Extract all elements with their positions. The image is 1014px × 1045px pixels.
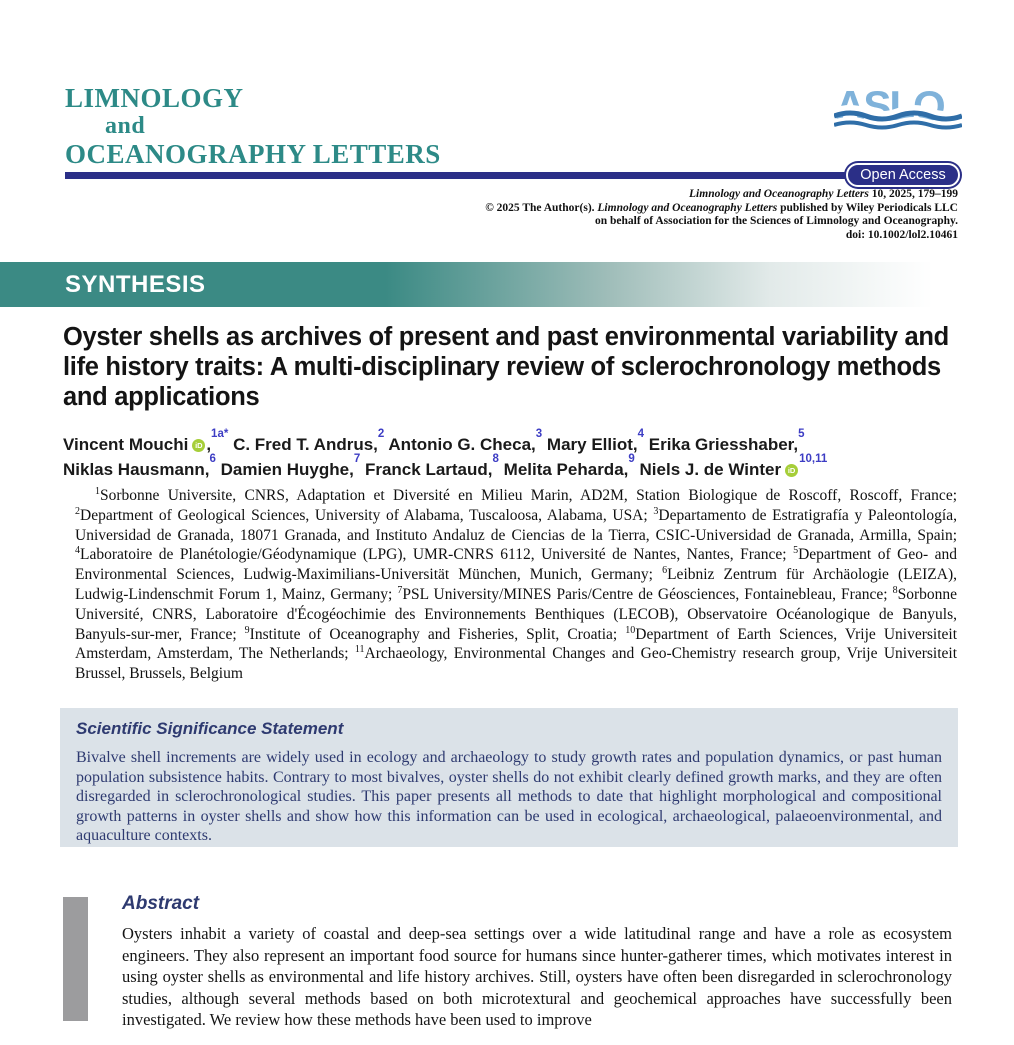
author: Niels J. de Winter iD$^{10,11}$ (639, 453, 828, 479)
section-label: SYNTHESIS (65, 270, 206, 298)
author: Mary Elliot,$^4$ (546, 428, 645, 454)
affiliations: $^1$Sorbonne Universite, CNRS, Adaptation et Diversité en Milieu Marin, AD2M, Station Biologique de Roscoff, Roscoff, France; $^2$Department of Geological Sciences, University of Alabama, Tuscaloosa, Alabama, USA; $^3$Departamento de Estratigrafía y Paleontología, Universidad de Granada, 18071 Granada, and Instituto Andaluz de Ciencias de la Tierra, CSIC-Universidad de Granada, Armilla, Spain; $^4$Laboratoire de Planétologie/Géodynamique (LPG), UMR-CNRS 6112, Université de Nantes, Nantes, France; $^5$Department of Geo- and Environmental Sciences, Ludwig-Maximilians-Universität München, Munich, Germany; $^6$Leibniz Zentrum für Archäologie (LEIZA), Ludwig-Lindenschmit Forum 1, Mainz, Germany; $^7$PSL University/MINES Paris/Centre de Géosciences, Fontainebleau, France; $^8$Sorbonne Université, CNRS, Laboratoire d'Écogéochimie des Environnements Benthiques (LECOB), Observatoire Océanologique de Banyuls, Banyuls-sur-mer, France; $^9$Institute of Oceanography and Fisheries, Split, Croatia; $^{10}$Department of Earth Sciences, Vrije Universiteit Amsterdam, Amsterdam, The Netherlands; $^{11}$Archaeology, Environmental Changes and Geo-Chemistry research group, Vrije Universiteit Brussel, Brussels, Belgium (75, 485, 958, 683)
significance-box (60, 708, 958, 847)
open-access-badge (846, 163, 960, 187)
journal-title-line2: and (105, 113, 146, 139)
significance-heading: Scientific Significance Statement (76, 719, 344, 738)
significance-body: Bivalve shell increments are widely used in ecology and archaeology to study growth rates and population dynamics, or past human population subsistence habits. Contrary to most bivalves, oyster shells do not exhibit clearly defined growth marks, and they are often disregarded in sclerochronological studies. This paper presents all methods to date that highlight morphological and compositional growth patterns in oyster shells and show how this information can be used in ecological, archaeological, palaeoenvironmental, and aquaculture contexts. (76, 749, 942, 844)
author: C. Fred T. Andrus,$^2$ (233, 428, 385, 454)
open-access-label: Open Access (860, 167, 946, 183)
citation-line2: © 2025 The Author(s). Limnology and Oceanography Letters published by Wiley Periodicals LLC (485, 201, 958, 214)
article-title: Oyster shells as archives of present and past environmental variability and life history traits: A multi-disciplinary review of sclerochronology methods and applications (63, 323, 949, 411)
author: Niklas Hausmann,$^6$ (63, 453, 216, 479)
journal-title-line3: OCEANOGRAPHY LETTERS (65, 139, 441, 169)
author: Franck Lartaud,$^8$ (364, 453, 499, 479)
citation-block (485, 188, 958, 242)
journal-title-line1: LIMNOLOGY (65, 83, 244, 113)
author: Vincent Mouchi iD ,$^{1a*}$ (63, 428, 229, 454)
abstract-section (122, 893, 952, 1031)
aslo-logo (834, 82, 962, 130)
author: Melita Peharda,$^9$ (503, 453, 635, 479)
abstract-side-bar (63, 897, 88, 1021)
abstract-body: Oysters inhabit a variety of coastal and deep-sea settings over a wide latitudinal range and have a role as ecosystem engineers. They also represent an important food source for humans since hunter-gatherer times, which motivates interest in using oyster shells as environmental and life history archives. Still, oysters have often been disregarded in sclerochronology studies, although several methods based on both microtextural and geochemical approaches have successfully been investigated. We review how these methods have been used to improve (122, 924, 952, 1030)
citation-doi: doi: 10.1002/lol2.10461 (845, 228, 958, 241)
author: Damien Huyghe,$^7$ (220, 453, 361, 479)
svg-text:ASLO: ASLO (835, 82, 944, 129)
masthead-divider-rule (65, 172, 958, 179)
author-list (63, 428, 968, 482)
aslo-logo-graphic (834, 82, 962, 130)
orcid-icon[interactable]: iD (192, 439, 205, 452)
citation-line3: on behalf of Association for the Sciences of Limnology and Oceanography. (594, 215, 958, 227)
citation-line1: Limnology and Oceanography Letters 10, 2025, 179–199 (689, 188, 958, 200)
journal-masthead (65, 84, 441, 168)
abstract-heading: Abstract (122, 893, 200, 914)
section-banner (0, 262, 1014, 307)
author: Erika Griesshaber,$^5$ (648, 428, 805, 454)
author: Antonio G. Checa,$^3$ (388, 428, 543, 454)
orcid-icon[interactable]: iD (785, 464, 798, 477)
